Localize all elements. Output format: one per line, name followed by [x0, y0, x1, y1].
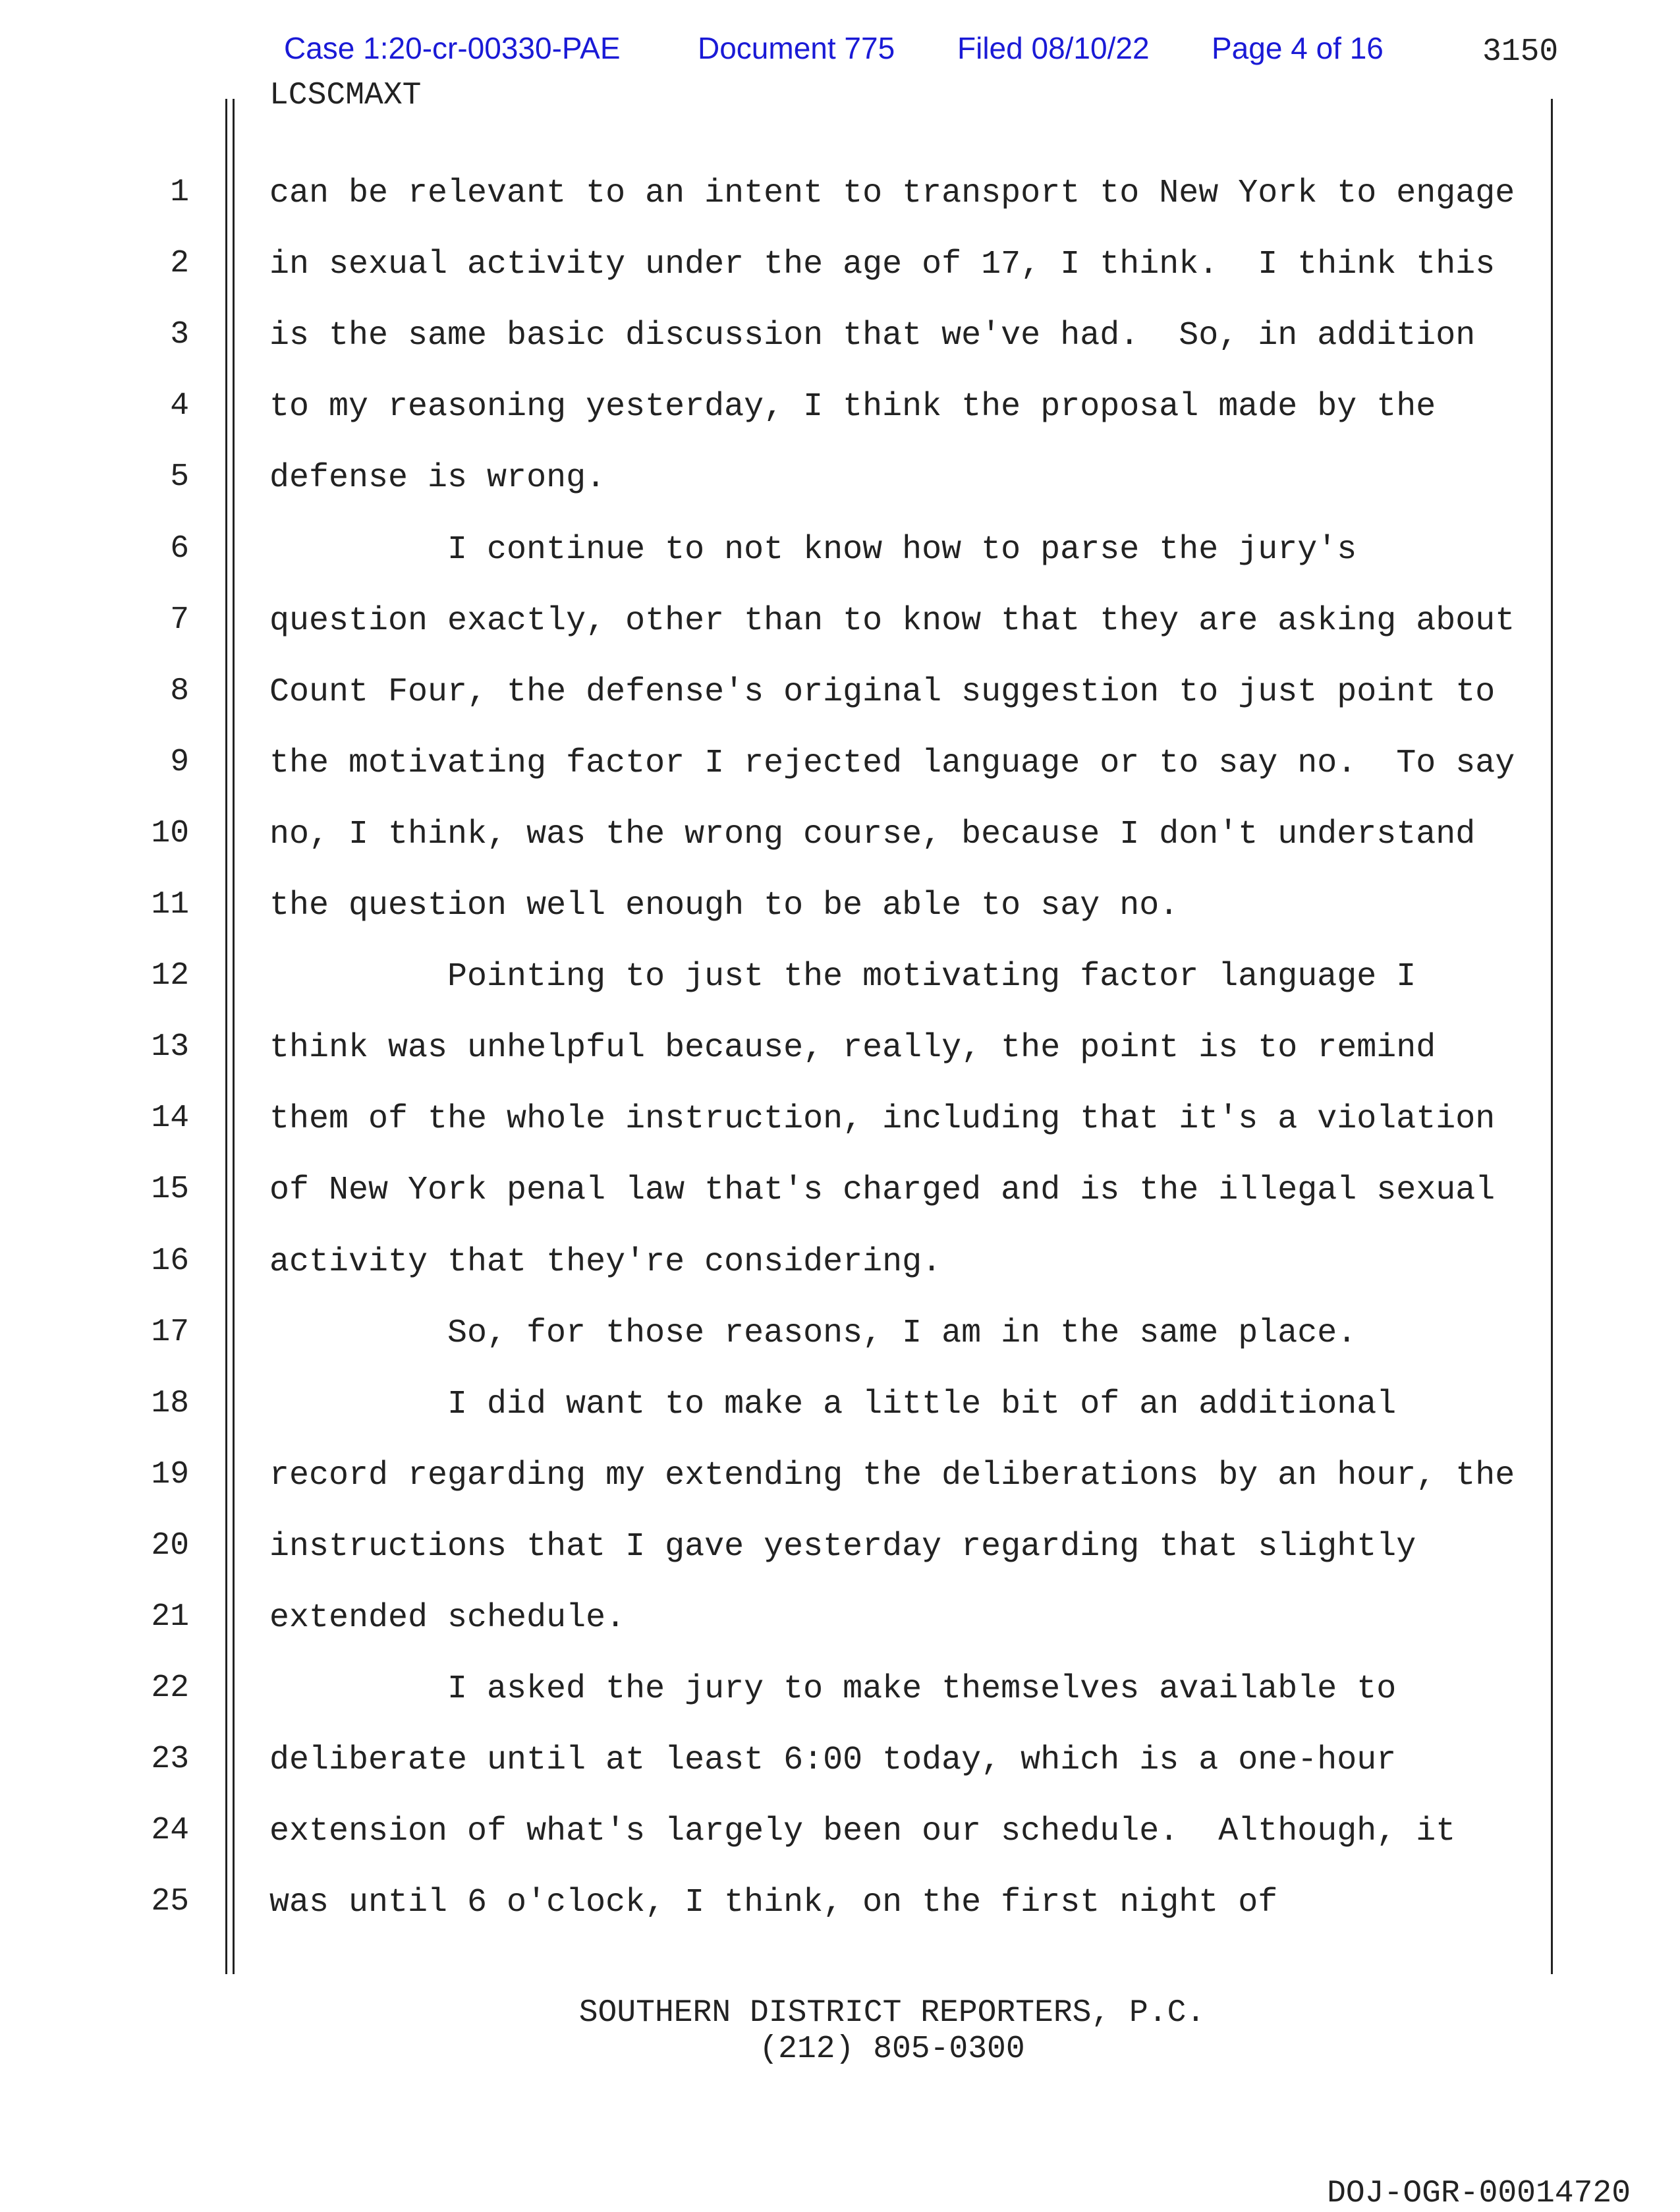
transcript-line [0, 1172, 1680, 1243]
transcript-line [0, 745, 1680, 816]
transcript-line [0, 246, 1680, 317]
filed-date: Filed 08/10/22 [957, 31, 1150, 65]
transcript-line [0, 1386, 1680, 1457]
reporter-name: SOUTHERN DISTRICT REPORTERS, P.C. [578, 1995, 1206, 2031]
transcript-line [0, 531, 1680, 602]
transcript-line [0, 673, 1680, 745]
bates-number: DOJ-OGR-00014720 [1327, 2176, 1631, 2211]
transcript-line [0, 1884, 1680, 1955]
line-text: So, for those reasons, I am in the same place. [447, 1314, 1357, 1352]
line-number: 19 [151, 1456, 189, 1492]
transcript-line [0, 1528, 1680, 1599]
line-text: no, I think, was the wrong course, because I don't understand [269, 815, 1476, 853]
line-text: I continue to not know how to parse the jury's [447, 530, 1357, 569]
line-text: extended schedule. [269, 1599, 626, 1637]
line-number: 22 [151, 1670, 189, 1707]
line-text: was until 6 o'clock, I think, on the first night of [269, 1884, 1278, 1922]
line-text: I did want to make a little bit of an additional [447, 1385, 1397, 1423]
case-number: Case 1:20-cr-00330-PAE [284, 31, 621, 65]
line-text: question exactly, other than to know that they are asking about [269, 602, 1515, 640]
transcript-line [0, 317, 1680, 388]
line-number: 7 [170, 602, 189, 638]
transcript-line [0, 1100, 1680, 1172]
line-text: in sexual activity under the age of 17, I think. I think this [269, 246, 1496, 284]
transcript-line [0, 1029, 1680, 1100]
line-number: 18 [151, 1385, 189, 1421]
document-number: Document 775 [698, 31, 895, 65]
line-text: think was unhelpful because, really, the point is to remind [269, 1029, 1436, 1067]
line-number: 25 [151, 1884, 189, 1920]
line-number: 10 [151, 815, 189, 851]
line-number: 2 [170, 246, 189, 282]
transcript-line [0, 1315, 1680, 1386]
page-indicator: Page 4 of 16 [1212, 31, 1384, 65]
line-number: 15 [151, 1172, 189, 1208]
transcript-line [0, 602, 1680, 673]
transcript-line [0, 1243, 1680, 1315]
line-number: 13 [151, 1029, 189, 1065]
line-number: 17 [151, 1314, 189, 1350]
line-number: 20 [151, 1527, 189, 1564]
transcript-line [0, 459, 1680, 530]
transcript-line [0, 1670, 1680, 1742]
transcript-caption: LCSCMAXT [269, 78, 422, 113]
line-text: of New York penal law that's charged and is the illegal sexual [269, 1172, 1496, 1210]
line-text: to my reasoning yesterday, I think the proposal made by the [269, 388, 1436, 426]
line-text: deliberate until at least 6:00 today, which is a one-hour [269, 1742, 1397, 1780]
line-number: 11 [151, 887, 189, 922]
transcript-line [0, 1742, 1680, 1813]
line-text: the question well enough to be able to say no. [269, 887, 1179, 924]
line-text: them of the whole instruction, including that it's a violation [269, 1100, 1496, 1139]
line-number: 12 [151, 958, 189, 994]
transcript-line [0, 958, 1680, 1029]
line-text: is the same basic discussion that we've had. So, in addition [269, 317, 1476, 355]
reporter-phone: (212) 805-0300 [759, 2031, 1025, 2067]
line-text: can be relevant to an intent to transport to New York to engage [269, 175, 1515, 212]
line-text: Count Four, the defense's original suggestion to just point to [269, 673, 1496, 711]
line-text: Pointing to just the motivating factor language I [447, 958, 1416, 996]
line-text: record regarding my extending the deliberations by an hour, the [269, 1456, 1515, 1494]
line-number: 9 [170, 744, 189, 780]
line-number: 14 [151, 1100, 189, 1137]
transcript-line [0, 1813, 1680, 1884]
line-text: I asked the jury to make themselves available to [447, 1670, 1397, 1709]
transcript-page-number: 3150 [1482, 34, 1559, 70]
line-text: instructions that I gave yesterday regarding that slightly [269, 1527, 1416, 1566]
transcript-line [0, 816, 1680, 887]
line-number: 6 [170, 530, 189, 567]
line-number: 21 [151, 1599, 189, 1635]
transcript-line [0, 388, 1680, 459]
line-number: 4 [170, 388, 189, 424]
line-number: 3 [170, 317, 189, 353]
line-number: 5 [170, 459, 189, 496]
line-number: 8 [170, 673, 189, 709]
transcript-line [0, 1599, 1680, 1670]
transcript-line [0, 175, 1680, 246]
transcript-line [0, 887, 1680, 958]
line-number: 23 [151, 1742, 189, 1778]
line-text: the motivating factor I rejected language or to say no. To say [269, 744, 1515, 782]
line-number: 1 [170, 175, 189, 210]
line-text: defense is wrong. [269, 459, 606, 497]
transcript-line [0, 1457, 1680, 1528]
line-number: 24 [151, 1813, 189, 1849]
line-text: activity that they're considering. [269, 1243, 942, 1281]
line-text: extension of what's largely been our schedule. Although, it [269, 1813, 1456, 1851]
line-number: 16 [151, 1243, 189, 1279]
